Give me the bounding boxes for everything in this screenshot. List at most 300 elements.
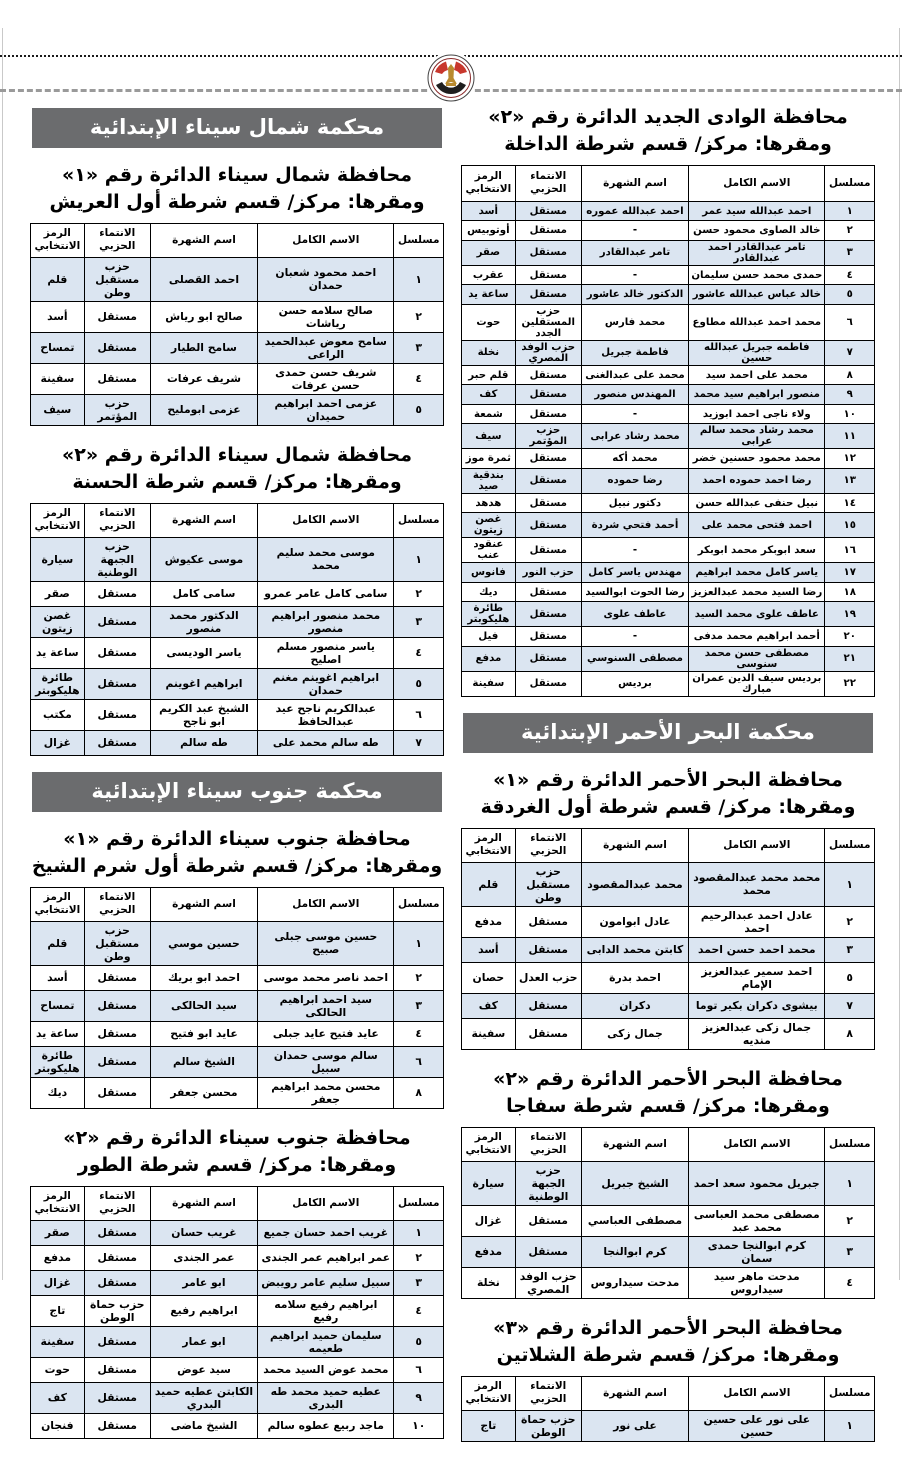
cell-party: مستقل (515, 937, 581, 962)
cell-party: حزب الجبهة الوطنية (84, 537, 150, 581)
cell-full-name: ياسر كامل محمد ابراهيم (689, 563, 825, 583)
court-banner: محكمة البحر الأحمر الإبتدائية (463, 713, 873, 753)
cell-full-name: غريب احمد حسان جميع (258, 1220, 394, 1245)
cell-full-name: سعد ابوبكر محمد ابوبكر (689, 538, 825, 563)
district-title-line1: محافظة الوادى الجديد الدائرة رقم «٢» (488, 106, 848, 128)
cell-serial: ١ (394, 1220, 444, 1245)
cell-symbol: هدهد (462, 493, 516, 513)
cell-serial: ٤ (825, 265, 875, 285)
column-header: مسلسل (825, 165, 875, 201)
cell-symbol: ساعة يد (31, 637, 85, 668)
cell-symbol: غصن زيتون (31, 606, 85, 637)
column-header: مسلسل (825, 1376, 875, 1410)
cell-full-name: محمد احمد حسن احمد (689, 937, 825, 962)
cell-full-name: عطيه حميد محمد طه البدرى (258, 1382, 394, 1413)
cell-party: مستقل (84, 730, 150, 755)
eagle-emblem-icon (427, 54, 475, 102)
cell-party: مستقل (515, 538, 581, 563)
cell-symbol: مدفع (462, 646, 516, 671)
cell-known-name: رضا الحوت ابوالسيد (581, 582, 688, 602)
cell-known-name: احمد عبدالله عموره (581, 201, 688, 221)
column-header: الرمز الانتخابي (462, 165, 516, 201)
cell-known-name: تامر عبدالقادر (581, 240, 688, 265)
table-row (31, 1270, 444, 1295)
table-row (462, 424, 875, 449)
cell-party: حزب العدل (515, 962, 581, 993)
cell-symbol: صقر (462, 240, 516, 265)
column-header: الرمز الانتخابي (31, 887, 85, 921)
cell-full-name: كرم ابوالنجا حمدى سمان (689, 1236, 825, 1267)
column-header: الاسم الكامل (258, 887, 394, 921)
cell-symbol: أسد (462, 937, 516, 962)
column-header: الرمز الانتخابي (462, 828, 516, 862)
cell-symbol: طائرة هليكوبتر (31, 1046, 85, 1077)
cell-serial: ٢ (825, 906, 875, 937)
cell-full-name: محمد محمود حسنين خضر (689, 449, 825, 469)
table-row (462, 582, 875, 602)
cell-full-name: محمد عوض السيد محمد (258, 1357, 394, 1382)
table-row (462, 365, 875, 385)
cell-full-name: مدحت ماهر سيد سيداروس (689, 1267, 825, 1298)
cell-serial: ٥ (394, 394, 444, 425)
column-header: الاسم الكامل (258, 1186, 394, 1220)
cell-party: مستقل (84, 1382, 150, 1413)
cell-party: مستقل (84, 332, 150, 363)
cell-party: مستقل (515, 493, 581, 513)
district-title-line2: ومقرها: مركز/ قسم شرطة الطور (77, 1153, 397, 1176)
cell-serial: ٤ (394, 1295, 444, 1326)
cell-known-name: محسن جعفر (150, 1077, 257, 1108)
table-row (462, 468, 875, 493)
cell-serial: ١٦ (825, 538, 875, 563)
column-header: الاسم الكامل (258, 223, 394, 257)
cell-full-name: عزمى احمد ابراهيم حميدان (258, 394, 394, 425)
cell-symbol: غزال (31, 730, 85, 755)
cell-full-name: جبريل محمود سعد احمد (689, 1161, 825, 1205)
cell-known-name: طه سالم (150, 730, 257, 755)
column-header: الرمز الانتخابي (462, 1127, 516, 1161)
table-row (31, 332, 444, 363)
cell-full-name: صالح سلامه حسن رياشات (258, 301, 394, 332)
cell-full-name: مصطفى محمد العباسى محمد عبد (689, 1205, 825, 1236)
cell-full-name: مصطفى حسن محمد سنوسى (689, 646, 825, 671)
cell-serial: ١٠ (825, 404, 875, 424)
cell-party: مستقل (84, 637, 150, 668)
cell-party: مستقل (84, 606, 150, 637)
cell-known-name: برديس (581, 671, 688, 696)
cell-known-name: - (581, 404, 688, 424)
cell-serial: ١٨ (825, 582, 875, 602)
column-header: اسم الشهرة (581, 828, 688, 862)
column-header: مسلسل (394, 887, 444, 921)
cell-full-name: برديس سيف الدين عمران مبارك (689, 671, 825, 696)
column-header: الانتماء الحزبي (515, 1127, 581, 1161)
cell-serial: ٧ (825, 340, 875, 365)
table-header-row (462, 1376, 875, 1410)
egypt-state-emblem (425, 52, 477, 104)
cell-symbol: صقر (31, 1220, 85, 1245)
cell-symbol: تمساح (31, 990, 85, 1021)
cell-serial: ٥ (394, 668, 444, 699)
cell-full-name: بيشوى دكران بكير توما (689, 993, 825, 1018)
cell-serial: ١٤ (825, 493, 875, 513)
cell-serial: ١٥ (825, 513, 875, 538)
cell-known-name: محمد عبدالمقصود (581, 862, 688, 906)
table-row (462, 265, 875, 285)
cell-known-name: فاطمة جبريل (581, 340, 688, 365)
cell-full-name: حسين موسى جبلى صبيح (258, 921, 394, 965)
cell-party: مستقل (515, 449, 581, 469)
cell-serial: ٥ (394, 1326, 444, 1357)
cell-serial: ٩ (825, 385, 875, 405)
table-row (31, 1357, 444, 1382)
cell-party: حزب النور (515, 563, 581, 583)
cell-known-name: المهندس منصور (581, 385, 688, 405)
district-title-line2: ومقرها: مركز/ قسم شرطة أول العريش (49, 190, 425, 213)
cell-symbol: أسد (31, 301, 85, 332)
cell-serial: ٤ (394, 637, 444, 668)
cell-party: مستقل (84, 699, 150, 730)
cell-known-name: مهندس ياسر كامل (581, 563, 688, 583)
cell-serial: ٢ (394, 965, 444, 990)
cell-known-name: أحمد فتحي شردة (581, 513, 688, 538)
column-header: الانتماء الحزبي (84, 223, 150, 257)
cell-serial: ٢ (825, 221, 875, 241)
cell-serial: ٣ (394, 332, 444, 363)
column-header: اسم الشهرة (581, 165, 688, 201)
cell-serial: ١ (825, 862, 875, 906)
cell-party: مستقل (84, 1357, 150, 1382)
cell-known-name: ابراهيم اغوينم (150, 668, 257, 699)
column-header: الاسم الكامل (258, 503, 394, 537)
cell-party: مستقل (84, 1021, 150, 1046)
table-row (31, 1077, 444, 1108)
table-row (462, 862, 875, 906)
cell-symbol: غزال (462, 1205, 516, 1236)
table-row (462, 538, 875, 563)
cell-full-name: احمد عبدالله سيد عمر (689, 201, 825, 221)
table-row (31, 965, 444, 990)
cell-symbol: حصان (462, 962, 516, 993)
cell-symbol: أوتوبيس (462, 221, 516, 241)
cell-full-name: محسن محمد ابراهيم جعفر (258, 1077, 394, 1108)
candidates-table (461, 165, 875, 697)
table-row (31, 301, 444, 332)
table-row (462, 449, 875, 469)
cell-known-name: ياسر الوديسى (150, 637, 257, 668)
cell-serial: ٦ (394, 1357, 444, 1382)
cell-symbol: قلم (31, 921, 85, 965)
cell-serial: ٢ (394, 581, 444, 606)
cell-serial: ٧ (825, 993, 875, 1018)
cell-known-name: - (581, 627, 688, 647)
district-title-line2: ومقرها: مركز/ قسم شرطة سفاجا (506, 1094, 830, 1117)
cell-known-name: الشيخ سالم (150, 1046, 257, 1077)
cell-party: مستقل (515, 582, 581, 602)
cell-symbol: ساعة يد (31, 1021, 85, 1046)
table-row (31, 257, 444, 301)
table-row (31, 394, 444, 425)
candidates-table (30, 1186, 444, 1439)
cell-known-name: احمد بدرة (581, 962, 688, 993)
page-edge-rule-left (2, 28, 3, 1280)
cell-serial: ٨ (394, 1077, 444, 1108)
column-header: اسم الشهرة (581, 1127, 688, 1161)
column-header: مسلسل (825, 1127, 875, 1161)
table-row (31, 581, 444, 606)
table-row (31, 637, 444, 668)
cell-known-name: عزمى ابومليح (150, 394, 257, 425)
table-header-row (462, 165, 875, 201)
column-header: اسم الشهرة (150, 223, 257, 257)
table-header-row (462, 828, 875, 862)
table-row (462, 513, 875, 538)
cell-known-name: مصطفى السنوسي (581, 646, 688, 671)
cell-full-name: فاطمه جبريل عبدالله حسين (689, 340, 825, 365)
cell-serial: ١٧ (825, 563, 875, 583)
table-header-row (31, 503, 444, 537)
cell-full-name: خالد عباس عبدالله عاشور (689, 285, 825, 305)
cell-serial: ١١ (825, 424, 875, 449)
cell-symbol: سفينة (31, 363, 85, 394)
cell-full-name: احمد ناصر محمد موسى (258, 965, 394, 990)
table-row (31, 1413, 444, 1438)
district-title-line1: محافظة شمال سيناء الدائرة رقم «١» (62, 164, 412, 186)
table-header-row (31, 223, 444, 257)
cell-party: حزب مستقبل وطن (84, 921, 150, 965)
cell-symbol: ديك (31, 1077, 85, 1108)
cell-symbol: مدفع (462, 1236, 516, 1267)
cell-symbol: عقرب (462, 265, 516, 285)
cell-party: مستقل (515, 404, 581, 424)
cell-full-name: ابراهيم اغوينم مغنم حمدان (258, 668, 394, 699)
table-row (462, 1161, 875, 1205)
table-row (31, 1326, 444, 1357)
column-header: الرمز الانتخابي (462, 1376, 516, 1410)
cell-serial: ١ (825, 1410, 875, 1441)
cell-serial: ١٩ (825, 602, 875, 627)
cell-symbol: نخلة (462, 1267, 516, 1298)
cell-serial: ١ (394, 921, 444, 965)
cell-party: حزب الوفد المصري (515, 1267, 581, 1298)
cell-full-name: على نور على حسين حسين (689, 1410, 825, 1441)
cell-symbol: غصن زيتون (462, 513, 516, 538)
cell-party: مستقل (515, 906, 581, 937)
cell-party: مستقل (84, 1220, 150, 1245)
cell-party: مستقل (84, 1046, 150, 1077)
cell-known-name: مدحت سيداروس (581, 1267, 688, 1298)
cell-full-name: عمر ابراهيم عمر الجندى (258, 1245, 394, 1270)
cell-known-name: الشيخ عبد الكريم ابو ناجح (150, 699, 257, 730)
cell-serial: ٤ (825, 1267, 875, 1298)
column-header: الاسم الكامل (689, 828, 825, 862)
cell-party: حزب حماة الوطن (84, 1295, 150, 1326)
cell-serial: ٢ (394, 301, 444, 332)
cell-serial: ١ (394, 257, 444, 301)
cell-party: مستقل (84, 1270, 150, 1295)
candidates-table (461, 1376, 875, 1442)
cell-full-name: طه سالم محمد على (258, 730, 394, 755)
cell-symbol: تاج (31, 1295, 85, 1326)
cell-serial: ٨ (825, 365, 875, 385)
table-row (31, 1295, 444, 1326)
cell-serial: ٣ (394, 990, 444, 1021)
column-header: الرمز الانتخابي (31, 223, 85, 257)
cell-party: مستقل (515, 1205, 581, 1236)
cell-party: حزب المستقلين الجدد (515, 304, 581, 340)
cell-known-name: ابو عامر (150, 1270, 257, 1295)
candidates-table (30, 223, 444, 426)
cell-symbol: مكتب (31, 699, 85, 730)
district-title-line1: محافظة البحر الأحمر الدائرة رقم «٣» (493, 1316, 843, 1339)
cell-serial: ٥ (825, 962, 875, 993)
cell-symbol: ديك (462, 582, 516, 602)
cell-full-name: تامر عبدالقادر احمد عبدالقادر (689, 240, 825, 265)
cell-known-name: سامح الطيار (150, 332, 257, 363)
cell-full-name: جمال زكى عبدالعزيز منديه (689, 1018, 825, 1049)
cell-party: مستقل (515, 468, 581, 493)
district-title (30, 1125, 444, 1179)
cell-symbol: قلم (31, 257, 85, 301)
cell-known-name: عمر الجندى (150, 1245, 257, 1270)
district-title (461, 1066, 875, 1120)
table-row (462, 1267, 875, 1298)
cell-full-name: احمد سمير عبدالعزيز الإمام (689, 962, 825, 993)
candidates-table (30, 503, 444, 756)
cell-serial: ٣ (394, 606, 444, 637)
cell-full-name: عاطف علوى محمد السيد (689, 602, 825, 627)
column-header: الانتماء الحزبي (84, 887, 150, 921)
cell-party: مستقل (515, 221, 581, 241)
cell-known-name: الكابتن عطيه حميد البدري (150, 1382, 257, 1413)
cell-party: مستقل (515, 671, 581, 696)
cell-symbol: مدفع (462, 906, 516, 937)
cell-party: حزب المؤتمر (84, 394, 150, 425)
table-header-row (31, 1186, 444, 1220)
cell-symbol: صقر (31, 581, 85, 606)
table-row (31, 1245, 444, 1270)
cell-known-name: جمال زكى (581, 1018, 688, 1049)
cell-full-name: حمدى محمد حسن سليمان (689, 265, 825, 285)
column-header: الاسم الكامل (689, 1376, 825, 1410)
cell-full-name: ولاء ناجى احمد ابوزيد (689, 404, 825, 424)
cell-party: مستقل (515, 627, 581, 647)
district-title-line2: ومقرها: مركز/ قسم شرطة الحسنة (72, 470, 402, 493)
cell-symbol: طائرة هليكوبتر (462, 602, 516, 627)
cell-party: مستقل (84, 990, 150, 1021)
cell-symbol: سيف (31, 394, 85, 425)
cell-party: مستقل (515, 993, 581, 1018)
cell-known-name: احمد ابو بريك (150, 965, 257, 990)
table-row (462, 993, 875, 1018)
cell-party: حزب المؤتمر (515, 424, 581, 449)
content-columns (30, 100, 875, 1458)
column-header: الرمز الانتخابي (31, 503, 85, 537)
cell-serial: ٣ (825, 240, 875, 265)
table-row (462, 240, 875, 265)
table-row (462, 962, 875, 993)
cell-full-name: خالد الصاوى محمود حسن (689, 221, 825, 241)
cell-symbol: مدفع (31, 1245, 85, 1270)
district-title (30, 442, 444, 496)
cell-serial: ١ (825, 201, 875, 221)
cell-known-name: كرم ابوالنجا (581, 1236, 688, 1267)
column-header: اسم الشهرة (150, 887, 257, 921)
cell-full-name: نبيل حنفى عبدالله حسن (689, 493, 825, 513)
table-row (462, 671, 875, 696)
cell-serial: ١ (825, 1161, 875, 1205)
cell-full-name: عادل احمد عبدالرحيم احمد (689, 906, 825, 937)
cell-serial: ٣ (394, 1270, 444, 1295)
table-row (31, 921, 444, 965)
cell-serial: ٣ (825, 937, 875, 962)
cell-party: مستقل (515, 385, 581, 405)
cell-symbol: تاج (462, 1410, 516, 1441)
cell-symbol: فانوس (462, 563, 516, 583)
table-row (462, 493, 875, 513)
table-row (462, 1205, 875, 1236)
cell-known-name: عايد ابو فتيح (150, 1021, 257, 1046)
cell-symbol: أسد (462, 201, 516, 221)
cell-full-name: احمد فتحى محمد على (689, 513, 825, 538)
cell-party: مستقل (84, 301, 150, 332)
cell-party: مستقل (84, 1413, 150, 1438)
column-header: اسم الشهرة (581, 1376, 688, 1410)
cell-party: حزب الوفد المصري (515, 340, 581, 365)
right-column (461, 100, 875, 1458)
table-row (462, 1410, 875, 1441)
cell-full-name: محمد محمد عبدالمقصود محمد (689, 862, 825, 906)
table-row (462, 285, 875, 305)
table-row (462, 404, 875, 424)
cell-symbol: حوت (462, 304, 516, 340)
table-row (31, 990, 444, 1021)
cell-party: حزب مستقبل وطن (84, 257, 150, 301)
cell-known-name: رضا حموده (581, 468, 688, 493)
cell-party: مستقل (515, 285, 581, 305)
cell-serial: ٤ (394, 363, 444, 394)
district-title (30, 162, 444, 216)
cell-symbol: نخلة (462, 340, 516, 365)
column-header: مسلسل (394, 1186, 444, 1220)
table-row (31, 1382, 444, 1413)
column-header: الاسم الكامل (689, 165, 825, 201)
table-row (462, 221, 875, 241)
cell-symbol: كف (462, 385, 516, 405)
cell-serial: ٢٢ (825, 671, 875, 696)
cell-party: مستقل (84, 581, 150, 606)
cell-party: مستقل (84, 965, 150, 990)
cell-symbol: تمساح (31, 332, 85, 363)
cell-known-name: موسى عكيوش (150, 537, 257, 581)
table-row (462, 340, 875, 365)
cell-known-name: الدكتور محمد منصور (150, 606, 257, 637)
cell-full-name: شريف حسن حمدى حسن عرفات (258, 363, 394, 394)
cell-symbol: سفينة (31, 1326, 85, 1357)
cell-known-name: محمد فارس (581, 304, 688, 340)
cell-full-name: محمد احمد عبدالله مطاوع (689, 304, 825, 340)
cell-full-name: محمد منصور ابراهيم منصور (258, 606, 394, 637)
column-header: الانتماء الحزبي (84, 1186, 150, 1220)
cell-known-name: محمد على عبدالغنى (581, 365, 688, 385)
cell-party: مستقل (84, 1077, 150, 1108)
cell-known-name: الدكتور خالد عاشور (581, 285, 688, 305)
district-title-line2: ومقرها: مركز/ قسم شرطة الداخلة (504, 132, 832, 155)
cell-symbol: سيف (462, 424, 516, 449)
cell-serial: ١٠ (394, 1413, 444, 1438)
cell-symbol: سفينة (462, 1018, 516, 1049)
district-title-line1: محافظة شمال سيناء الدائرة رقم «٢» (62, 443, 412, 466)
